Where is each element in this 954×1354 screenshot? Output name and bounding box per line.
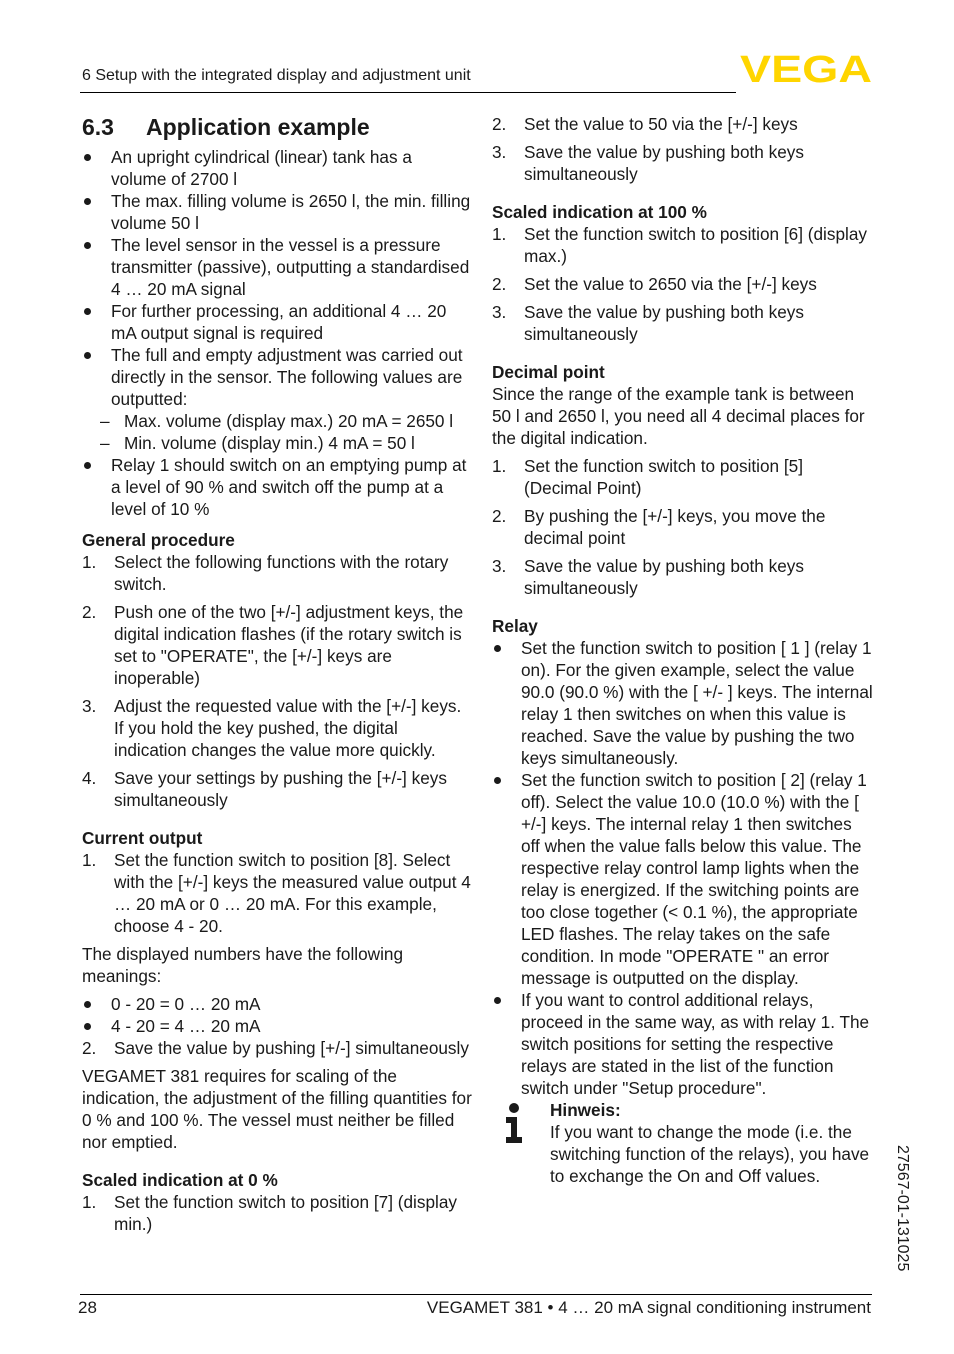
general-procedure-title: General procedure [82,530,235,550]
list-item: If you want to control additional relays, proceed in the same way, as with relay 1. The switch positions for setting the respective relays are stated in the list of the function switch under "Setup procedure". [492,989,874,1099]
list-item: 1. Select the following functions with the rotary switch. [82,552,449,594]
right-column [492,113,874,1187]
note-text: If you want to change the mode (i.e. the switching function of the relays), you have to exchange the On and Off values. [550,1122,870,1186]
list-item: 3. Save the value by pushing both keys simultaneously [492,142,804,184]
list-item: – Min. volume (display min.) 4 mA = 50 l [82,432,472,454]
list-item: For further processing, an additional 4 … 20 mA output signal is required [82,300,472,344]
list-item: 0 - 20 = 0 … 20 mA [82,993,472,1015]
relay-list [492,637,874,1099]
list-item: The full and empty adjustment was carried out directly in the sensor. The following values are outputted: [82,344,472,410]
left-column [82,113,472,1241]
note-box [492,1099,874,1187]
current-output-title: Current output [82,828,203,848]
scaled-0-title: Scaled indication at 0 % [82,1170,278,1190]
general-procedure-steps [82,551,472,811]
meanings-text: The displayed numbers have the following meanings: [82,944,404,986]
list-item: 2. Save the value by pushing [+/-] simultaneously [82,1038,469,1058]
list-item: 3. Save the value by pushing both keys simultaneously [492,302,804,344]
footer-rule [80,1294,872,1295]
list-item: 2. Set the value to 50 via the [+/-] keys [492,114,798,134]
document-code: 27567-01-131025 [894,1145,911,1272]
list-item: 2. By pushing the [+/-] keys, you move the decimal point [492,506,826,548]
decimal-point-steps [492,455,874,599]
scaled-0-steps [82,1191,472,1235]
list-item: An upright cylindrical (linear) tank has a volume of 2700 l [82,146,472,190]
section-number: 6.3 [82,114,114,140]
info-icon [504,1103,524,1143]
meanings-list [82,993,472,1037]
page-number: 28 [78,1298,97,1317]
list-item: The level sensor in the vessel is a pressure transmitter (passive), outputting a standardised 4 … 20 mA signal [82,234,472,300]
svg-text:VEGA: VEGA [740,52,872,84]
list-item: 3. Save the value by pushing both keys simultaneously [492,556,804,598]
decimal-point-title: Decimal point [492,362,605,382]
relay-intro-list [82,454,472,520]
decimal-point-text: Since the range of the example tank is between 50 l and 2650 l, you need all 4 decimal places for the digital indication. [492,384,865,448]
section-heading [82,113,472,141]
scaling-note: VEGAMET 381 requires for scaling of the indication, the adjustment of the filling quantities for 0 % and 100 %. The vessel must neither be filled nor emptied. [82,1066,472,1152]
header-rule [80,92,736,93]
list-item: 1. Set the function switch to position [8]. Select with the [+/-] keys the measured value output 4 … 20 mA or 0 … 20 mA. For this example, choose 4 - 20. [82,850,471,936]
scaled-0-steps-continued [492,113,874,185]
list-item: 4 - 20 = 4 … 20 mA [82,1015,472,1037]
relay-title: Relay [492,616,538,636]
running-header: 6 Setup with the integrated display and adjustment unit [82,67,471,84]
scaled-100-title: Scaled indication at 100 % [492,202,707,222]
footer-title: VEGAMET 381 • 4 … 20 mA signal conditioning instrument [426,1298,871,1317]
list-item: 1. Set the function switch to position [5] (Decimal Point) [492,456,803,498]
list-item: 1. Set the function switch to position [6] (display max.) [492,224,867,266]
note-title: Hinweis: [550,1100,621,1120]
vega-logo [740,52,872,84]
intro-list [82,146,472,410]
list-item: 3. Adjust the requested value with the [+/-] keys. If you hold the key pushed, the digital indication changes the value more quickly. [82,696,462,760]
list-item: – Max. volume (display max.) 20 mA = 2650 l [82,410,472,432]
current-output-save-step [82,1037,472,1059]
list-item: Relay 1 should switch on an emptying pump at a level of 90 % and switch off the pump at a level of 10 % [82,454,472,520]
current-output-steps [82,849,472,937]
list-item: The max. filling volume is 2650 l, the min. filling volume 50 l [82,190,472,234]
output-values-list [82,410,472,454]
scaled-100-steps [492,223,874,345]
list-item: 2. Push one of the two [+/-] adjustment keys, the digital indication flashes (if the rotary switch is set to "OPERATE", the [+/-] keys are inoperable) [82,602,464,688]
list-item: 1. Set the function switch to position [7] (display min.) [82,1192,457,1234]
list-item: 2. Set the value to 2650 via the [+/-] keys [492,274,817,294]
section-title: Application example [146,114,370,140]
list-item: Set the function switch to position [ 2] (relay 1 off). Select the value 10.0 (10.0 %) with the [ +/-] keys. The internal relay 1 then switches off when the value falls below this value. The respective relay control lamp lights when the relay is energized. If the switching points are too close together (< 0.1 %), the appropriate LED flashes. The relay takes on the safe condition. In mode "OPERATE " an error message is outputted on the display. [492,769,874,989]
list-item: 4. Save your settings by pushing the [+/-] keys simultaneously [82,768,447,810]
list-item: Set the function switch to position [ 1 ] (relay 1 on). For the given example, select the value 90.0 (90.0 %) with the [ +/- ] keys. The internal relay 1 then switches on when this value is reached. Save the value by pushing the two keys simultaneously. [492,637,874,769]
